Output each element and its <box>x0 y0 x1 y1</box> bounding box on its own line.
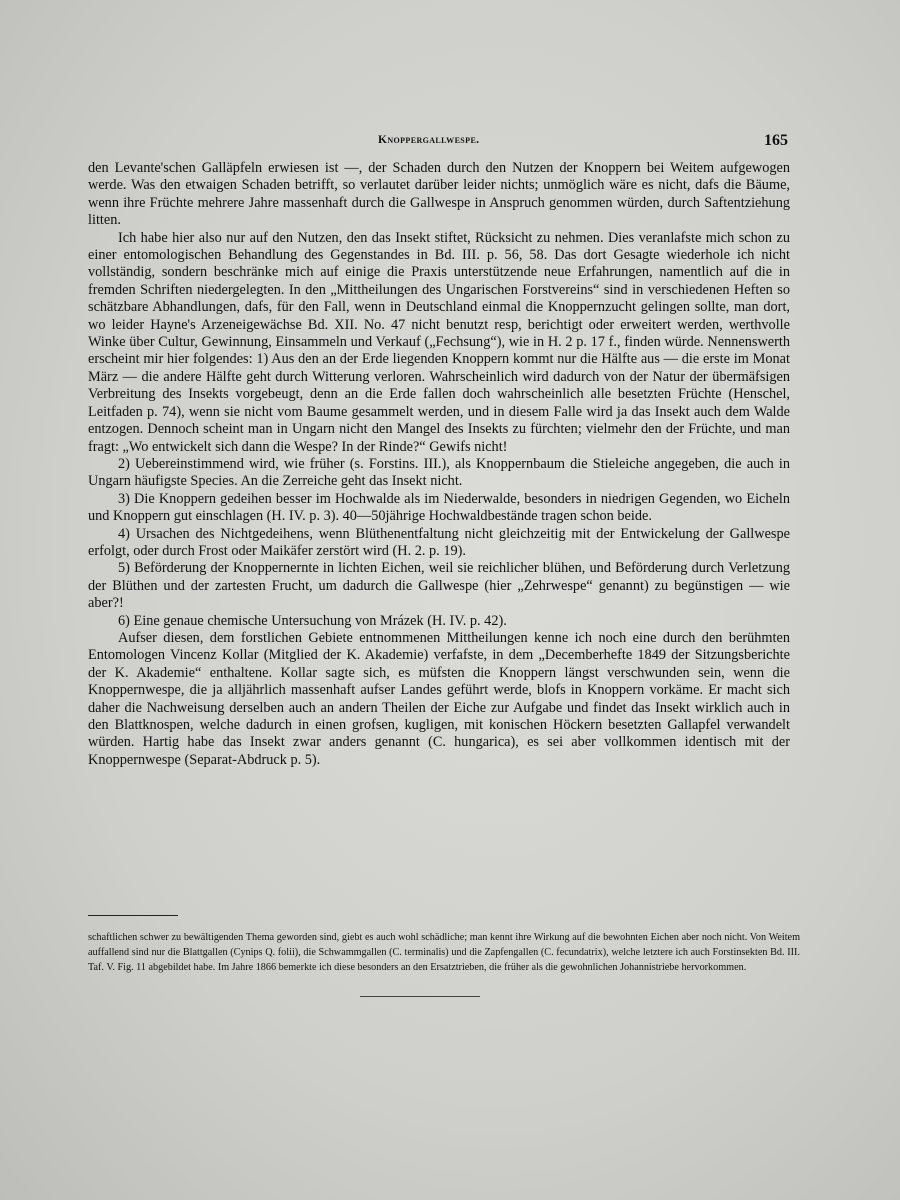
footnote <box>88 930 800 976</box>
running-title: Knoppergallwespe. <box>378 134 480 146</box>
paragraph-item-3: 3) Die Knoppern gedeihen besser im Hochwalde als im Niederwalde, besonders in niedrigen Gegenden, wo Eicheln und Knoppern gut einschlagen (H. IV. p. 3). 40—50jährige Hochwaldbestände tragen schon beide. <box>88 490 790 525</box>
paragraph-item-2: 2) Uebereinstimmend wird, wie früher (s. Forstins. III.), als Knoppernbaum die Stieleiche angegeben, die auch in Ungarn häufigste Species. An die Zerreiche geht das Insekt nicht. <box>88 455 790 490</box>
section-divider <box>360 996 480 997</box>
paragraph-item-4: 4) Ursachen des Nichtgedeihens, wenn Blüthenentfaltung nicht gleichzeitig mit der Entwickelung der Gallwespe erfolgt, oder durch Frost oder Maikäfer zerstört wird (H. 2. p. 19). <box>88 525 790 559</box>
page-header <box>88 134 788 156</box>
footnote-text: schaftlichen schwer zu bewältigenden Thema geworden sind, giebt es auch wohl schädliche; man kennt ihre Wirkung auf die bewohnten Eichen aber noch nicht. Von Weitem auffallend sind nur die Blattgallen (Cynips Q. folii), die Schwammgallen (C. terminalis) und die Zapfengallen (C. fecundatrix), welche letztere ich auch Forstinsekten Bd. III. Taf. V. Fig. 11 abgebildet habe. Im Jahre 1866 bemerkte ich diese besonders an den Ersatztrieben, die früher als die gewohnlichen Johannistriebe hervorkommen. <box>88 932 800 974</box>
paragraph-utility: Ich habe hier also nur auf den Nutzen, den das Insekt stiftet, Rücksicht zu nehmen. Dies veranlafste mich schon zu einer entomologischen Behandlung des Gegenstandes in Bd. III. p. 56, 58. Das dort Gesagte wiederhole ich nicht vollständig, sondern beschränke mich auf einige die Praxis unterstützende neue Erfahrungen, namentlich auf die in fremden Schriften niedergelegten. In den „Mittheilungen des Ungarischen Forstvereins“ sind in verschiedenen Heften so schätzbare Abhandlungen, dafs, für den Fall, wenn in Deutschland einmal die Knoppernzucht gelingen sollte, man dort, wo leider Hayne's Arzeneigewächse Bd. XII. No. 47 nicht benutzt resp, berichtigt oder erweitert werden, werthvolle Winke über Cultur, Gewinnung, Einsammeln und Verkauf („Fechsung“), wie in H. 2 p. 17 f., finden würde. Nennenswerth erscheint mir hier folgendes: 1) Aus den an der Erde liegenden Knoppern kommt nur die Hälfte aus — die erste im Monat März — die andere Hälfte geht durch Witterung verloren. Wahrscheinlich wird dadurch von der Natur der übermäfsigen Verbreitung des Insekts vorgebeugt, denn an die Erde fallen doch wahrscheinlich alle besetzten Früchte (Henschel, Leitfaden p. 74), wenn sie nicht vom Baume gesammelt werden, und in diesem Falle wird ja das Insekt auch dem Walde entzogen. Dennoch scheint man in Ungarn nicht den Mangel des Insekts zu fürchten; vielmehr den der Früchte, und man fragt: „Wo entwickelt sich dann die Wespe? In der Rinde?“ Gewifs nicht! <box>88 229 790 455</box>
paragraph-item-5: 5) Beförderung der Knoppernernte in lichten Eichen, weil sie reichlicher blühen, und Beförderung durch Verletzung der Blüthen und der zartesten Frucht, um dadurch die Gallwespe (hier „Zehrwespe“ genannt) zu begünstigen — wie aber?! <box>88 560 790 612</box>
page-number: 165 <box>764 132 788 149</box>
paragraph-item-6: 6) Eine genaue chemische Untersuchung von Mrázek (H. IV. p. 42). <box>118 612 507 629</box>
paragraph-kollar: Aufser diesen, dem forstlichen Gebiete entnommenen Mittheilungen kenne ich noch eine durch den berühmten Entomologen Vincenz Kollar (Mitglied der K. Akademie) verfafste, in dem „Decemberhefte 1849 der Sitzungsberichte der K. Akademie“ enthaltene. Kollar sagte sich, es müfsten die Knoppern längst verschwunden sein, wenn die Knoppernwespe, die ja alljährlich massenhaft aufser Landes geführt werde, blofs in Knoppern vorkäme. Er macht sich daher die Nachweisung derselben auch an andern Theilen der Eiche zur Aufgabe und findet das Insekt wirklich auch in den Blattknospen, welche dadurch in einen grofsen, kugligen, mit konischen Höckern besetzten Gallapfel verwandelt würden. Hartig habe das Insekt zwar anders genannt (C. hungarica), es sei aber vollkommen identisch mit der Knoppernwespe (Separat-Abdruck p. 5). <box>88 629 790 768</box>
paragraph-continuation: den Levante'schen Galläpfeln erwiesen ist —, der Schaden durch den Nutzen der Knoppern bei Weitem aufgewogen werde. Was den etwaigen Schaden betrifft, so verlautet darüber leider nichts; unmöglich wäre es nicht, dafs die Bäume, wenn ihre Früchte mehrere Jahre massenhaft durch die Gallwespe in Anspruch genommen würden, durch Saftentziehung litten. <box>88 160 790 229</box>
footnote-divider <box>88 915 178 916</box>
body-text <box>88 160 790 769</box>
